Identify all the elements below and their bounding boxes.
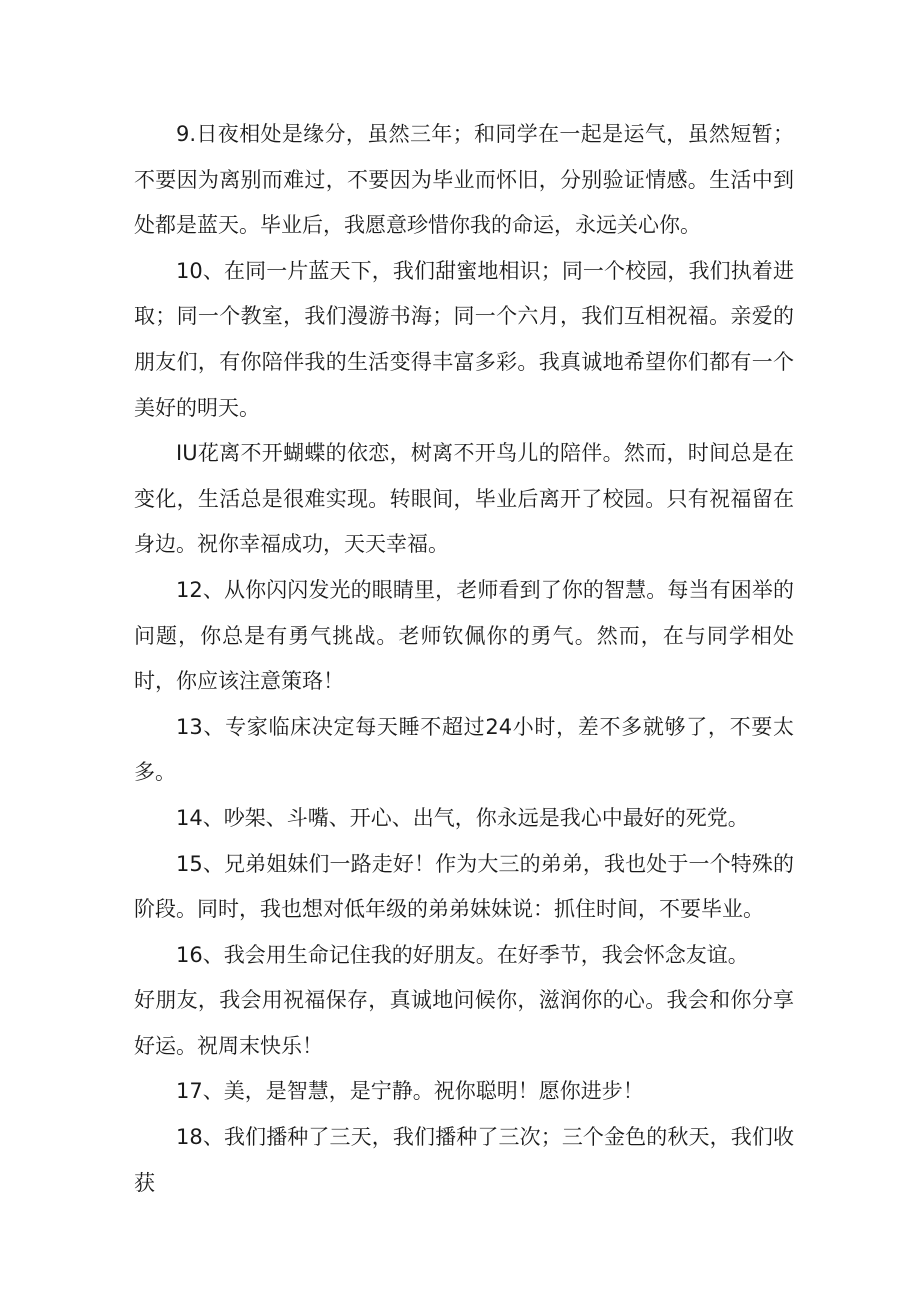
paragraph-18: 18、我们播种了三天，我们播种了三次；三个金色的秋天，我们收获	[134, 1125, 794, 1195]
paragraph-17: 17、美，是智慧，是宁静。祝你聪明！愿你进步！	[176, 1079, 644, 1104]
paragraph-16: 16、我会用生命记住我的好朋友。在好季节，我会怀念友谊。	[176, 942, 749, 967]
paragraph-14: 14、吵架、斗嘴、开心、出气，你永远是我心中最好的死党。	[176, 805, 749, 830]
paragraph-10: 10、在同一片蓝天下，我们甜蜜地相识；同一个校园，我们执着进取；同一个教室，我们漫游书海；同一个六月，我们互相祝福。亲爱的朋友们，有你陪伴我的生活变得丰富多彩。我真诚地希望你们都有一个美好的明天。	[134, 258, 794, 420]
paragraph-13: 13、专家临床决定每天睡不超过24小时，差不多就够了，不要太多。	[134, 714, 794, 785]
paragraph-9: 9.日夜相处是缘分，虽然三年；和同学在一起是运气，虽然短暂；不要因为离别而难过，不要因为毕业而怀旧，分别验证情感。生活中到处都是蓝天。毕业后，我愿意珍惜你我的命运，永远关心你。	[134, 122, 794, 238]
paragraph-12: 12、从你闪闪发光的眼睛里，老师看到了你的智慧。每当有困举的问题，你总是有勇气挑战。老师钦佩你的勇气。然而，在与同学相处时，你应该注意策珞！	[134, 577, 794, 694]
paragraph-11: IU花离不开蝴蝶的依恋，树离不开鸟儿的陪伴。然而，时间总是在变化，生活总是很难实现。转眼间，毕业后离开了校园。只有祝福留在身边。祝你幸福成功，天天幸福。	[134, 441, 794, 557]
paragraph-16-continued: 好朋友，我会用祝福保存，真诚地问候你，滋润你的心。我会和你分享好运。祝周末快乐！	[134, 988, 794, 1058]
document-body	[134, 112, 794, 1206]
paragraph-15: 15、兄弟姐妹们一路走好！作为大三的弟弟，我也处于一个特殊的阶段。同时，我也想对低年级的弟弟妹妹说：抓住时间，不要毕业。	[134, 851, 794, 922]
